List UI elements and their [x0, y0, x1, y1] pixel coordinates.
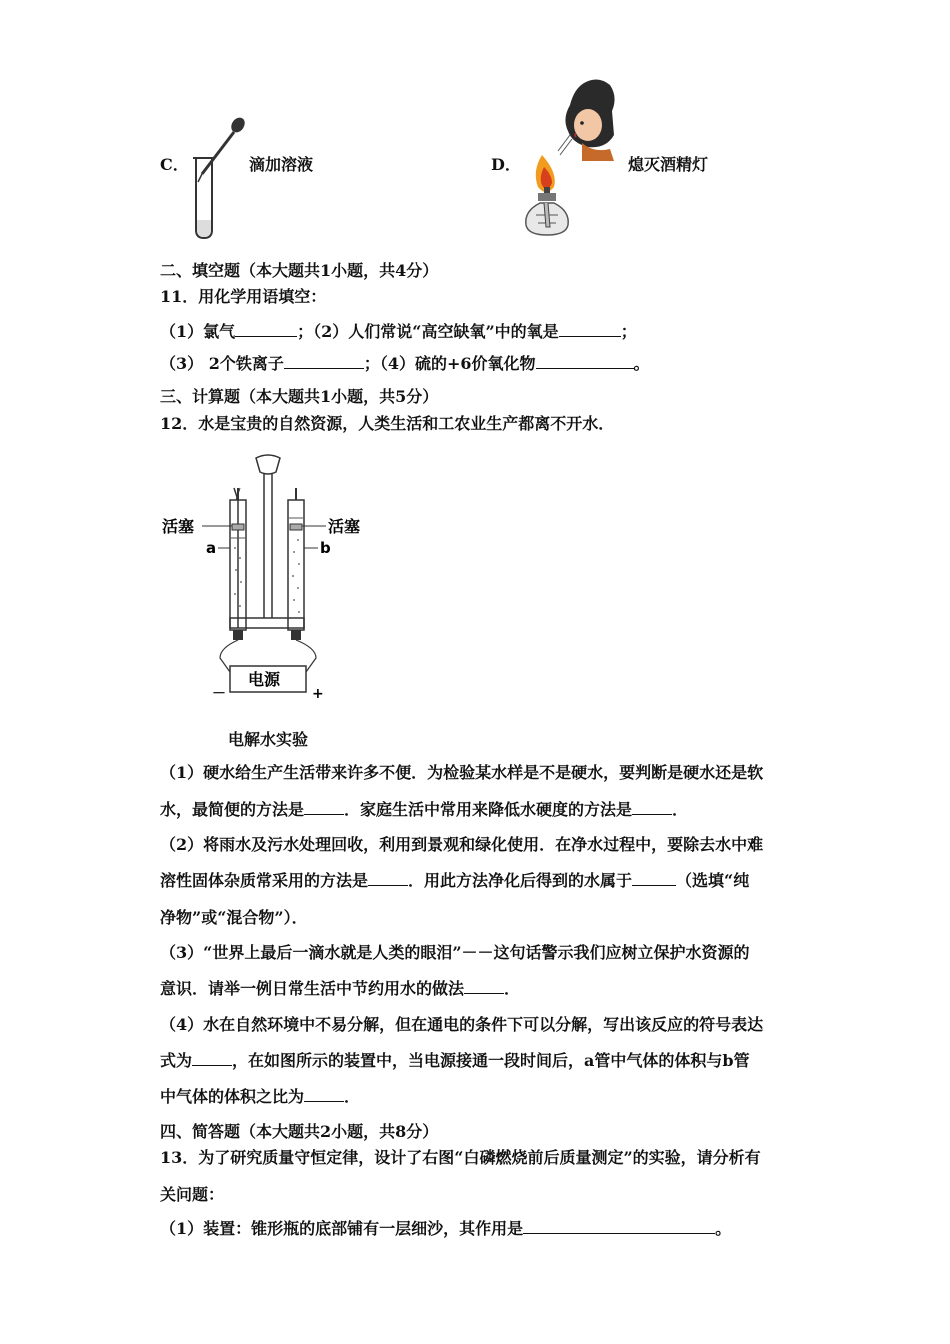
- q12-p1-text-c: ．: [672, 800, 689, 819]
- q12-p2-text-a: 溶性固体杂质常采用的方法是: [160, 871, 369, 890]
- q12-p1-text-b: ．家庭生活中常用来降低水硬度的方法是: [344, 800, 633, 819]
- answer-blank-volume-ratio[interactable]: [304, 1087, 344, 1102]
- electrolysis-apparatus-diagram: [160, 448, 370, 703]
- girl-blowing-alcohol-lamp-icon: [518, 75, 628, 245]
- q12-p2-line3: 净物”或“混合物”）．: [160, 908, 308, 927]
- negative-terminal-label: －: [212, 686, 226, 702]
- answer-blank-save-water[interactable]: [464, 979, 504, 994]
- q12-stem: 12．水是宝贵的自然资源，人类生活和工农业生产都离不开水．: [160, 414, 615, 433]
- answer-blank-reaction-equation[interactable]: [192, 1051, 232, 1066]
- dropper-test-tube-icon: [188, 112, 248, 244]
- q12-p2-text-b: ．用此方法净化后得到的水属于: [408, 871, 633, 890]
- answer-blank-water-type[interactable]: [632, 871, 676, 886]
- q12-p4-line1: （4）水在自然环境中不易分解，但在通电的条件下可以分解，写出该反应的符号表达: [160, 1015, 764, 1034]
- tube-a-label: a: [206, 539, 217, 557]
- q12-p1-line2: [160, 800, 688, 820]
- q12-p3-line1: （3）“世界上最后一滴水就是人类的眼泪”－－这句话警示我们应树立保护水资源的: [160, 943, 750, 962]
- option-c-text: 滴加溶液: [249, 155, 314, 174]
- answer-blank-oxygen[interactable]: [559, 322, 621, 337]
- q11-stem: 11．用化学用语填空：: [160, 287, 327, 306]
- q12-p3-text-b: ．: [504, 979, 521, 998]
- q12-p2-text-c: （选填“纯: [676, 871, 750, 890]
- q11-line2-end: 。: [633, 354, 650, 373]
- q11-line1-end: ；: [620, 322, 637, 341]
- section2-heading: 二、填空题（本大题共1小题，共4分）: [160, 261, 439, 280]
- q11-line1: [160, 322, 637, 342]
- stopcock-right-label: 活塞: [328, 517, 361, 536]
- q12-p4-text-d: ．: [344, 1087, 361, 1106]
- q12-p4-line3: [160, 1087, 360, 1107]
- answer-blank-iron-ions[interactable]: [284, 354, 364, 369]
- q12-p4-text-a: 式为: [160, 1051, 193, 1070]
- q11-part1-label: （1）氯气: [160, 322, 236, 341]
- q12-p4-line2: [160, 1051, 750, 1071]
- q12-p3-line2: [160, 979, 520, 999]
- q11-part2-label: ；（2）人们常说“高空缺氧”中的氧是: [297, 322, 559, 341]
- q13-line3: [160, 1219, 731, 1239]
- section4-heading: 四、简答题（本大题共2小题，共8分）: [160, 1122, 439, 1141]
- electrolysis-apparatus-figure: [160, 448, 370, 703]
- q11-part3-label: （3） 2个铁离子: [160, 354, 284, 373]
- q12-p2-line1: （2）将雨水及污水处理回收，利用到景观和绿化使用．在净水过程中，要除去水中难: [160, 835, 764, 854]
- q13-part1-text: （1）装置：锥形瓶的底部铺有一层细沙，其作用是: [160, 1219, 524, 1238]
- q13-line1: 13．为了研究质量守恒定律，设计了右图“白磷燃烧前后质量测定”的实验，请分析有: [160, 1148, 761, 1167]
- q12-p3-text-a: 意识．请举一例日常生活中节约用水的做法: [160, 979, 465, 998]
- dropper-test-tube-figure: [188, 112, 248, 244]
- power-supply-label: 电源: [248, 670, 281, 689]
- alcohol-lamp-figure: [518, 75, 628, 245]
- answer-blank-hard-water-test[interactable]: [304, 800, 344, 815]
- option-d-text: 熄灭酒精灯: [628, 155, 709, 174]
- answer-blank-soften-method[interactable]: [632, 800, 672, 815]
- positive-terminal-label: +: [312, 686, 324, 702]
- figure-caption: 电解水实验: [228, 730, 309, 749]
- answer-blank-filter-method[interactable]: [368, 871, 408, 886]
- q12-p4-text-c: 中气体的体积之比为: [160, 1087, 305, 1106]
- answer-blank-chlorine[interactable]: [235, 322, 297, 337]
- answer-blank-sand-purpose[interactable]: [523, 1219, 715, 1234]
- section3-heading: 三、计算题（本大题共1小题，共5分）: [160, 387, 439, 406]
- q13-part1-end: 。: [715, 1219, 732, 1238]
- q11-line2: [160, 354, 650, 374]
- tube-b-label: b: [320, 539, 331, 557]
- answer-blank-sulfur-oxide[interactable]: [536, 354, 634, 369]
- q12-p1-text-a: 水，最简便的方法是: [160, 800, 305, 819]
- q13-line2: 关问题：: [160, 1185, 225, 1204]
- q12-p2-line2: [160, 871, 749, 891]
- stopcock-left-label: 活塞: [162, 517, 195, 536]
- option-c-letter: C．: [160, 155, 189, 174]
- option-d-letter: D．: [491, 155, 521, 174]
- q11-part4-label: ；（4）硫的+6价氧化物: [363, 354, 536, 373]
- q12-p1-line1: （1）硬水给生产生活带来许多不便．为检验某水样是不是硬水，要判断是硬水还是软: [160, 763, 764, 782]
- q12-p4-text-b: ，在如图所示的装置中，当电源接通一段时间后，a管中气体的体积与b管: [232, 1051, 750, 1070]
